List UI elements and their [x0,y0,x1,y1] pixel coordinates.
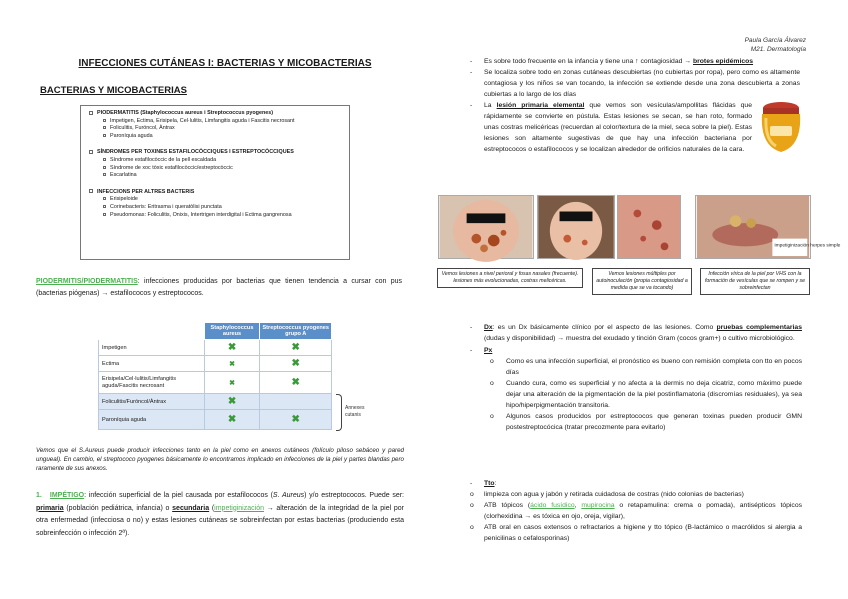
impetigo-features-list [470,56,800,155]
outline-section-heading: INFECCIONS PER ALTRES BACTERIS [89,189,341,197]
section-subtitle: BACTERIAS Y MICOBACTERIAS [40,85,187,96]
table-row: Paroníquia aguda ✖ ✖ [99,410,332,430]
piodermitis-term: PIODERMITIS/PIODERMATITIS [36,278,138,285]
prognosis-item: - Px [470,345,802,356]
diagnosis-item: - Dx: es un Dx básicamente clínico por el aspecto de las lesiones. Como pruebas complementarias (dudas y disponibilidad) → muestra del exudado y tinción Gram (cocos gram+) o cultivo microbiológico. [470,322,802,344]
outline-section-heading: SÍNDROMES PER TOXINES ESTAFILOCÒCCIQUES I ESTREPTOCÒCCIQUES [89,149,341,157]
outline-item: Foliculitis, Furóncol, Àntrax [89,125,341,133]
bacteria-table [98,322,332,430]
table-header-strep: Streptococcus pyogenes grupo A [260,323,332,340]
table-header-staph: Staphylococcus aureus [204,323,260,340]
table-row: Foliculitis/Furóncol/Àntrax ✖ [99,394,332,410]
outline-item: Pseudomonas: Foliculitis, Onixis, Intertrigen interdigital i Ectima gangrenosa [89,212,341,220]
outline-item: Erisipeloide [89,196,341,204]
treatment-heading: - Tto: [470,478,802,489]
page-title: INFECCIONES CUTÁNEAS I: BACTERIAS Y MICOBACTERIAS [78,58,372,69]
prognosis-subitem: o Cuando cura, como es superficial y no afecta a la dermis no deja cicatriz, como máximo puede dejar una alteración de la pigmentación de la piel postinflamatoria (discromías residuales), ya sea hipo/hiperpigmentación transitoria. [470,378,802,411]
outline-item: Paroníquia aguda [89,133,341,141]
impetigo-paragraph: 1. IMPÉTIGO: infección superficial de la piel causada por estafilococos (S. Aureus) y/o estreptococos. Puede ser: primaria (población pediátrica, infancia) o secundaria (impetiginización → alteración de la integridad de la piel por otra enfermedad (infecciosa o no) y estas lesiones cutáneas se sobreinfectan por estas bacterias (produciendo esta sobreinfección o infección 2ª). [36,492,405,537]
italic-note: Vemos que el S.Aureus puede producir infecciones tanto en la piel como en anexos cutáneos (folículo piloso sebáceo y pared ungueal). En cambio, el streptococo pyogenes básicamente lo encontramos implicado en infecciones de la piel y partes blandas pero raramente de sus anexos. [36,447,404,472]
honey-jar-icon [756,100,806,156]
treatment-item: o ATB oral en casos extensos o refractarios a higiene y tto tópico (B-lactámico o macrólidos si alergia a penicilinas o cefalosporinas) [470,522,802,544]
subject-name: M21. Dermatología [750,46,806,53]
prognosis-subitem: o Algunos casos producidos por estreptococos que generan toxinas pueden producir GMN postestreptocócica (tratar precozmente para evitarlo) [470,411,802,433]
treatment-item: o ATB tópicos (ácido fusídico, mupirocina o retapamulina: crema o pomada), antisépticos tópicos (clorhexidina → es tóxica en ojo, oreja, vigilar), [470,500,802,522]
list-item: - Se localiza sobre todo en zonas cutáneas descubiertas (no cubiertas por ropa), pero como es altamente contagiosa y los niños se van tocando, la infección se extiende desde una zona descubierta a zonas cubiertas a lo largo de los días [470,67,800,100]
author-name: Paula García Álvarez [744,37,806,44]
page-header [745,36,806,54]
table-header-empty [99,323,205,340]
treatment-section [470,478,802,544]
treatment-item: o limpieza con agua y jabón y retirada cuidadosa de costras (nido colonias de bacterias) [470,489,802,500]
caption-perioral: Vemos lesiones a nivel perioral y fosas nasales (frecuente). lesiones más evolucionadas, costras melicéricas. [437,268,583,288]
herpes-lips-photo [695,195,841,259]
annexes-label: Annexes cutanis [345,405,365,418]
diagnosis-prognosis-section [470,322,802,433]
impetigo-term: IMPÉTIGO [49,492,85,499]
child-face-photo-2 [537,195,615,259]
outline-item: Corinebacteris: Eritrasma i queratòlisi punctata [89,204,341,212]
outline-item: Impetigen, Ectima, Erisipela, Cel·lulitis, Limfangitis aguda i Fascitis necrosant [89,118,341,126]
outline-item: Síndrome estafilocòccic de la pell escaldada [89,157,341,165]
photo-label: Impetiginización herpes simple [774,243,841,249]
table-row: Erisipela/Cel·lulitis/Limfangitis aguda/Fascitis necrosant ✖ ✖ [99,372,332,394]
outline-item: Escarlatina [89,172,341,180]
prognosis-subitem: o Como es una infección superficial, el pronóstico es bueno con remisión completa con tto en pocos días [470,356,802,378]
piodermitis-paragraph: PIODERMITIS/PIODERMATITIS: infecciones producidas por bacterias que tienen tendencia a cursar con pus (bacterias piógenas) → estafilococos y estreptococos. [36,278,402,297]
table-row: Ectima ✖ ✖ [99,356,332,372]
list-item: - Es sobre todo frecuente en la infancia y tiene una ↑ contagiosidad → brotes epidémicos [470,56,800,67]
caption-autoinoculation: Vemos lesiones múltiples por autoinoculación (propia contagiosidad a medida que se va tocando) [592,268,692,295]
table-row: Impetigen ✖ ✖ [99,340,332,356]
outline-section-heading: PIODERMATITIS (Staphylococcus aureus i Streptococcus pyogenes) [89,110,341,118]
annexes-brace [336,394,342,431]
outline-item: Síndrome de xoc tòxic estafilocòccic/estreptocòccic [89,165,341,173]
child-face-photo [438,195,534,259]
topic-outline-box [80,105,350,260]
caption-herpes: Infección vírica de la piel por VHS con la formación de vesículas que se rompen y se sobreinfectan [700,268,810,295]
skin-lesions-photo [617,195,681,259]
list-item: - La lesión primaria elemental que vemos son vesículas/ampollitas flácidas que rápidamente se convierte en pústula. Estas lesiones se secan, se han roto, formado unas costras melicéricas (recuerdan al color/textura de la miel, seca sobre la piel). Estas lesiones son altamente sugestivas de que hay una infección bacteriana por estreptococos o estafilococos y se localizan alrededor de orificios naturales de la cara. [470,100,752,155]
